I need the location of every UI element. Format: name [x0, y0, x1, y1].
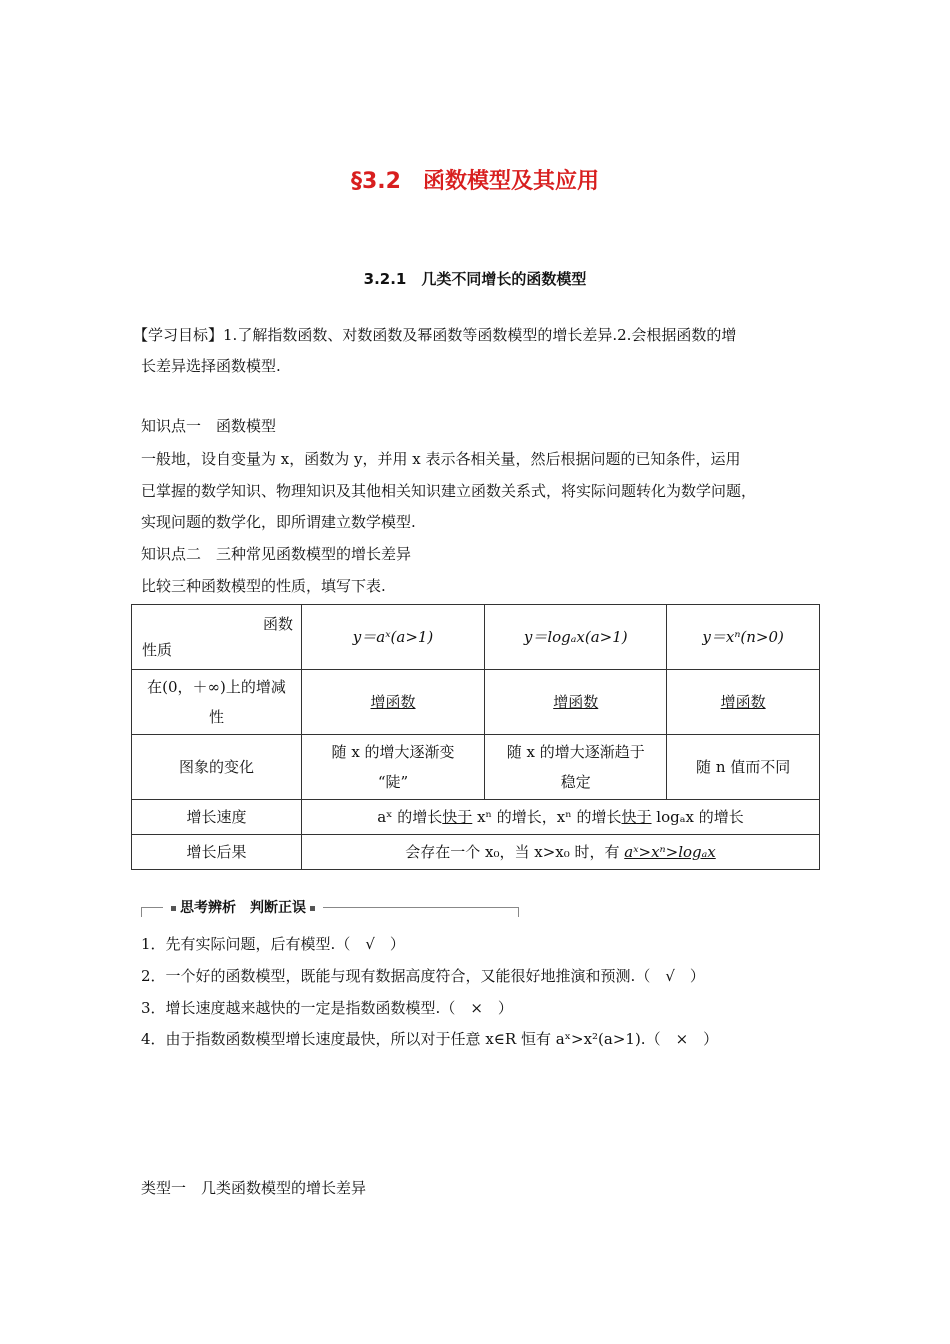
answer-log: 增函数: [553, 693, 599, 711]
kp1-line-3: 实现问题的数学化，即所谓建立数学模型.: [141, 513, 416, 531]
square-bullet-icon: [310, 906, 315, 911]
header-log: y＝logₐx(a>1): [485, 605, 667, 670]
graph-exp-a: 随 x 的增大逐渐变: [331, 743, 455, 761]
speed-a: aˣ 的增长: [377, 808, 443, 826]
table-row: [132, 800, 820, 835]
speed-e: logₐx 的增长: [651, 808, 744, 826]
objectives-line-2: 长差异选择函数模型.: [141, 357, 281, 375]
row-label-monotonic-a: 在(0，＋∞)上的增减: [147, 678, 286, 696]
table-row: [132, 835, 820, 870]
graph-log-a: 随 x 的增大逐渐趋于: [506, 743, 645, 761]
kp1-line-1: 一般地，设自变量为 x，函数为 y，并用 x 表示各相关量，然后根据问题的已知条件，运用: [141, 450, 741, 468]
kp2-heading: 知识点二 三种常见函数模型的增长差异: [141, 545, 412, 563]
think-item-1: 1．先有实际问题，后有模型.（ √ ）: [141, 935, 405, 953]
result-a: 会存在一个 x₀，当 x>x₀ 时，有: [405, 843, 625, 861]
think-item-3: 3．增长速度越来越快的一定是指数函数模型.（ × ）: [141, 999, 513, 1017]
speed-answer-1: 快于: [442, 808, 473, 826]
speed-answer-2: 快于: [621, 808, 652, 826]
think-item-2: 2．一个好的函数模型，既能与现有数据高度符合，又能很好地推演和预测.（ √ ）: [141, 967, 705, 985]
table-row: [132, 670, 820, 735]
table-header-row: [132, 605, 820, 670]
think-corner-left: [141, 907, 142, 917]
cell-monotonic-exp: [301, 670, 484, 735]
cell-result: [301, 835, 819, 870]
kp1-heading: 知识点一 函数模型: [141, 417, 277, 435]
square-bullet-icon: [171, 906, 176, 911]
think-label: 思考辨析 判断正误: [180, 900, 306, 916]
table-corner-cell: [132, 605, 302, 670]
cell-graph-exp: [301, 735, 484, 800]
answer-pow: 增函数: [720, 693, 766, 711]
row-label-monotonic-b: 性: [208, 708, 224, 726]
think-section-header: [141, 893, 519, 919]
page-title: §3.2 函数模型及其应用: [351, 169, 599, 194]
think-label-wrap: [163, 897, 323, 917]
cell-monotonic-log: [485, 670, 667, 735]
row-label-speed: 增长速度: [132, 800, 302, 835]
corner-top: 函数: [262, 615, 293, 633]
section-subtitle: 3.2.1 几类不同增长的函数模型: [363, 270, 587, 288]
row-label-monotonic: [132, 670, 302, 735]
think-item-4: 4．由于指数函数模型增长速度最快，所以对于任意 x∈R 恒有 aˣ>x²(a>1).（ × ）: [141, 1030, 719, 1048]
objectives-line-1: [133, 325, 736, 345]
answer-exp: 增函数: [370, 693, 416, 711]
objectives-text-1: 1.了解指数函数、对数函数及幂函数等函数模型的增长差异.2.会根据函数的增: [223, 326, 737, 344]
kp2-intro: 比较三种函数模型的性质，填写下表.: [141, 577, 386, 595]
objectives-label: 【学习目标】: [133, 326, 224, 344]
cell-speed: [301, 800, 819, 835]
corner-bottom: 性质: [142, 641, 173, 659]
graph-exp-b: “陡”: [377, 773, 409, 791]
cell-monotonic-pow: [667, 670, 820, 735]
table-row: [132, 735, 820, 800]
header-exp: y＝aˣ(a>1): [301, 605, 484, 670]
comparison-table: [131, 604, 820, 870]
result-answer: aˣ>xⁿ>logₐx: [624, 843, 716, 861]
row-label-graph: 图象的变化: [132, 735, 302, 800]
speed-c: xⁿ 的增长，xⁿ 的增长: [472, 808, 622, 826]
header-pow: y＝xⁿ(n>0): [667, 605, 820, 670]
kp1-line-2: 已掌握的数学知识、物理知识及其他相关知识建立函数关系式，将实际问题转化为数学问题，: [141, 482, 757, 500]
cell-graph-log: [485, 735, 667, 800]
row-label-result: 增长后果: [132, 835, 302, 870]
type1-heading: 类型一 几类函数模型的增长差异: [141, 1179, 367, 1197]
graph-log-b: 稳定: [560, 773, 591, 791]
think-corner-right: [518, 907, 519, 917]
cell-graph-pow: 随 n 值而不同: [667, 735, 820, 800]
